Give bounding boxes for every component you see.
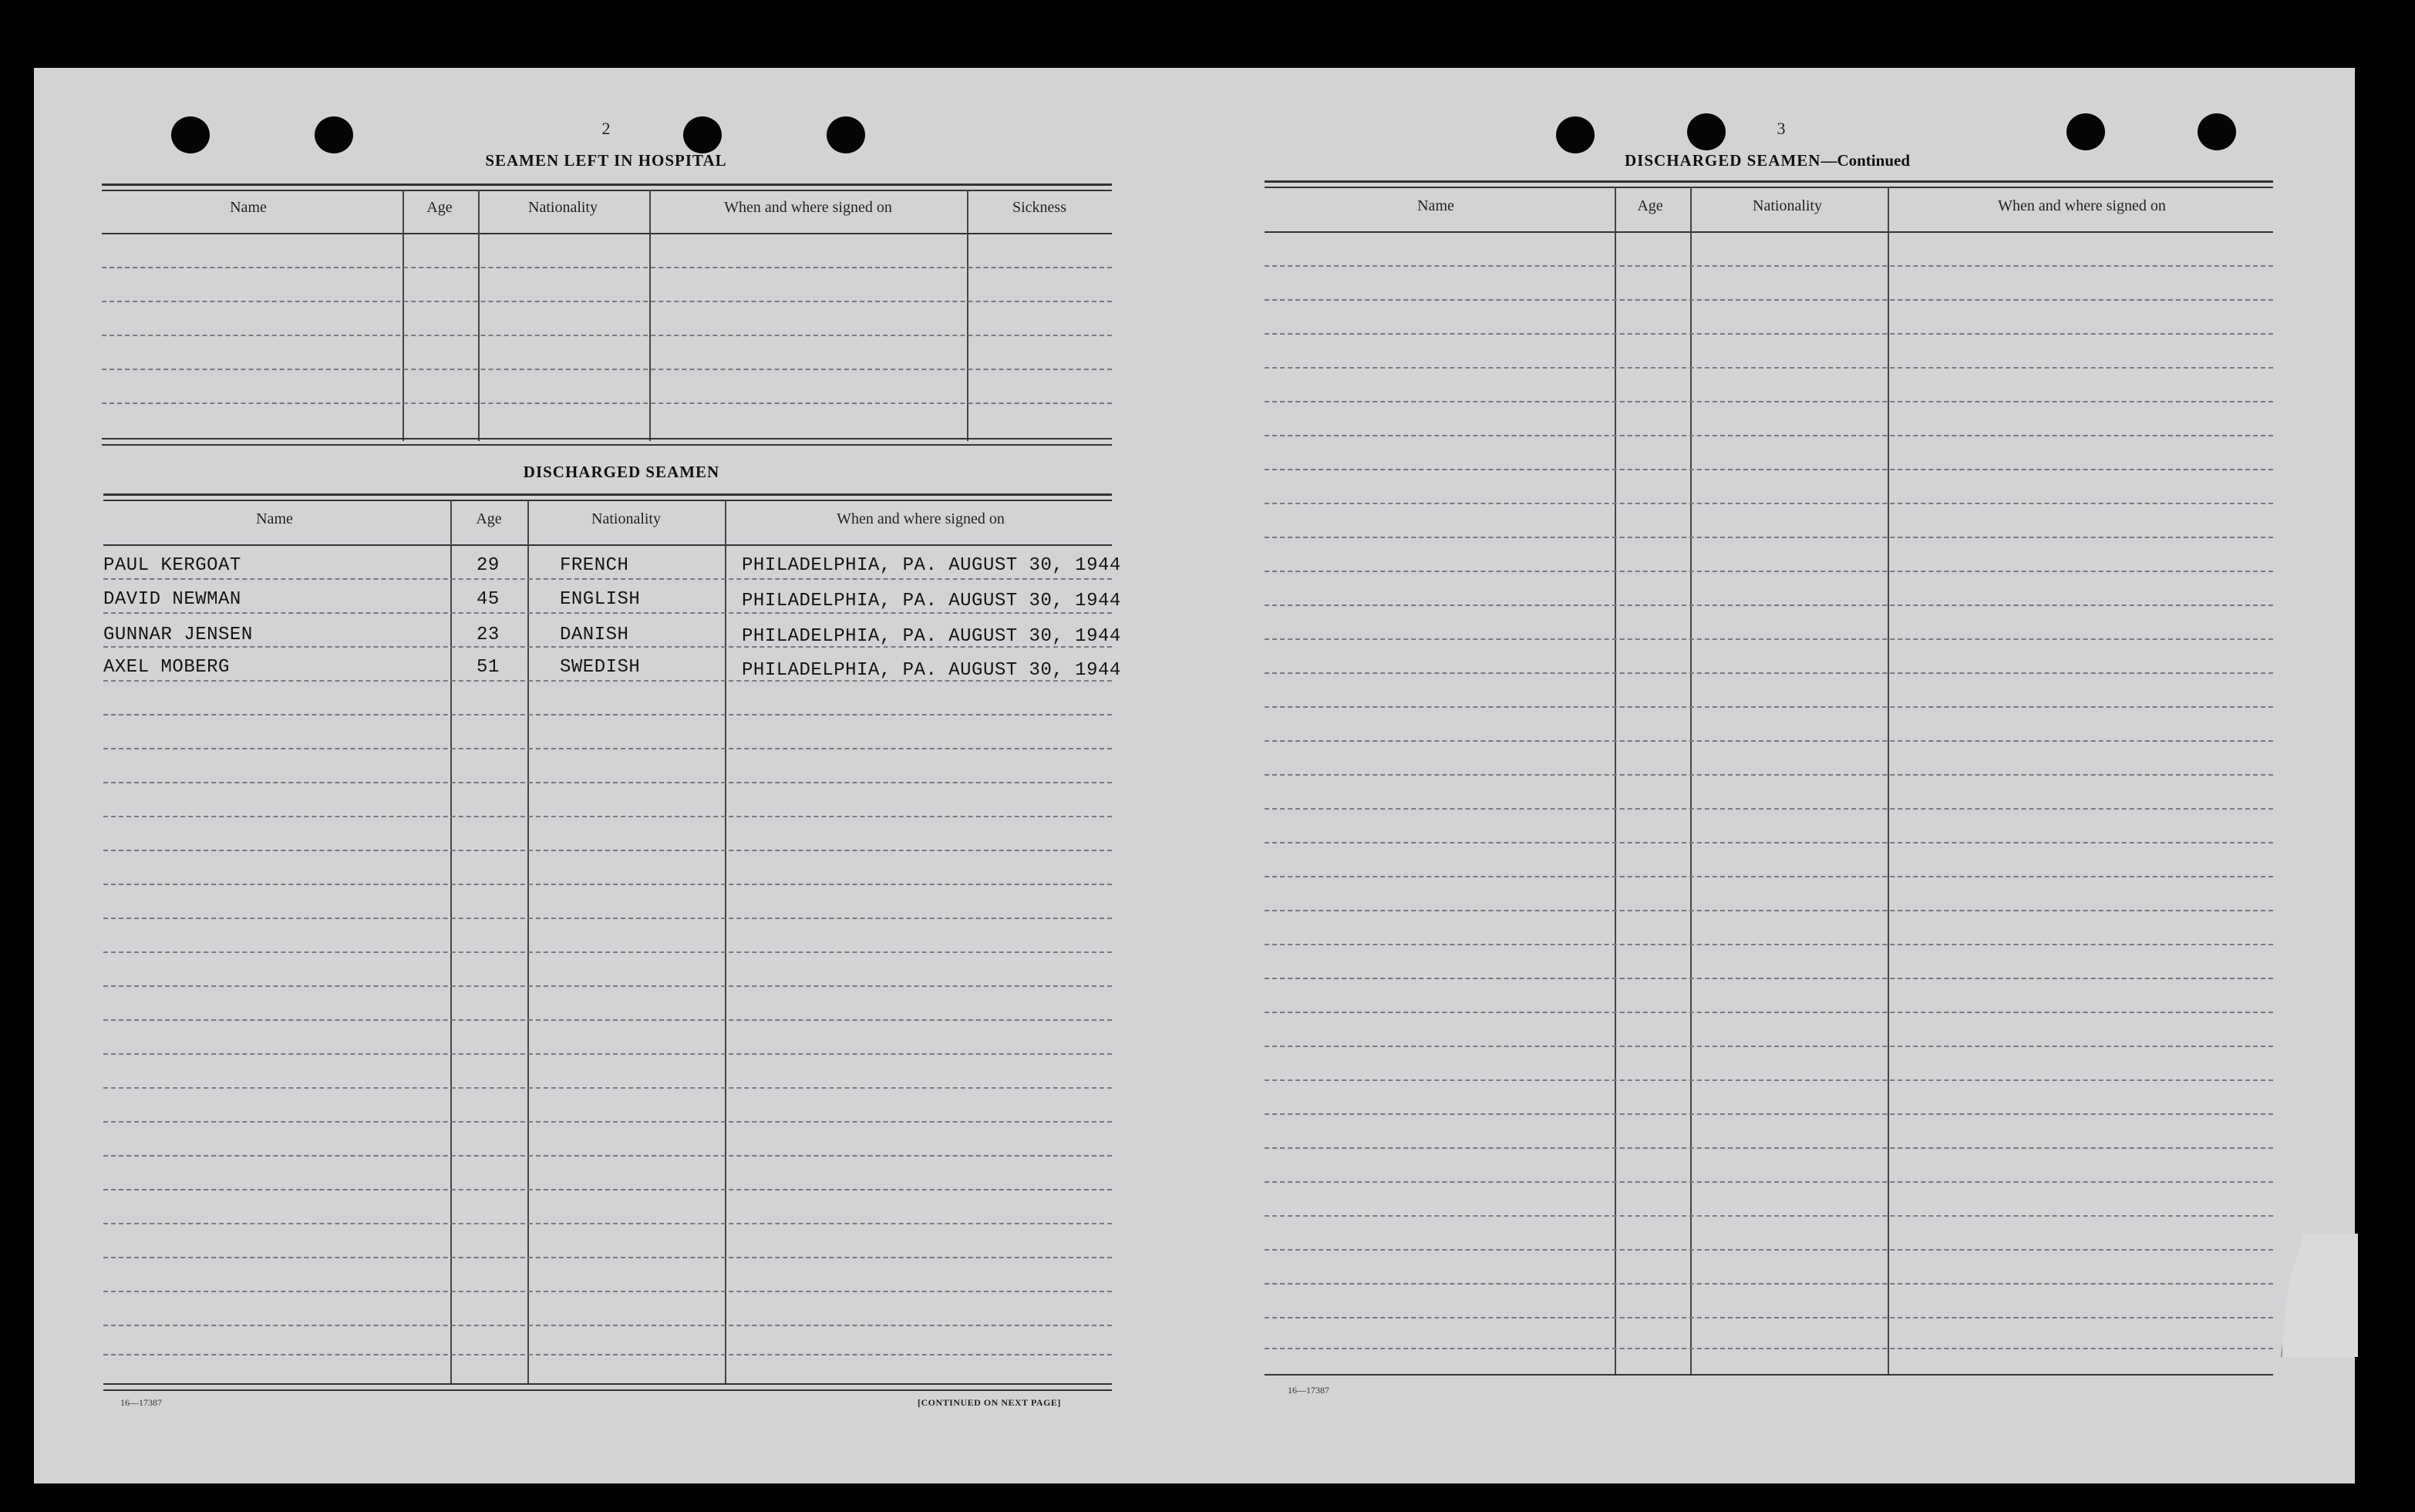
form-code-right: 16—17387 [1288, 1385, 1329, 1396]
right-col-signed-on: When and where signed on [1998, 197, 2166, 214]
punch-hole [683, 116, 722, 153]
hospital-col-nationality: Nationality [528, 199, 598, 216]
punch-hole [2066, 113, 2105, 150]
hospital-col-signed-on: When and where signed on [724, 199, 892, 216]
seaman-signed-on: PHILADELPHIA, PA. AUGUST 30, 1944 [742, 660, 1121, 681]
punch-hole [2198, 113, 2236, 150]
punch-hole [1687, 113, 1726, 150]
discharged-col-age: Age [476, 510, 502, 527]
seaman-name: PAUL KERGOAT [103, 555, 241, 576]
right-col-age: Age [1637, 197, 1663, 214]
right-section-title-suffix: —Continued [1821, 151, 1910, 170]
seaman-age: 51 [477, 657, 500, 678]
punch-hole [827, 116, 865, 153]
discharged-col-nationality: Nationality [591, 510, 661, 527]
discharged-col-signed-on: When and where signed on [837, 510, 1005, 527]
discharged-col-name: Name [256, 510, 293, 527]
document-sheet [34, 68, 2355, 1483]
seaman-signed-on: PHILADELPHIA, PA. AUGUST 30, 1944 [742, 626, 1121, 647]
hospital-col-age: Age [426, 199, 453, 216]
page-number-left: 2 [601, 119, 611, 138]
punch-hole [171, 116, 210, 153]
seaman-signed-on: PHILADELPHIA, PA. AUGUST 30, 1944 [742, 555, 1121, 576]
right-section-title [1625, 151, 1910, 170]
right-col-nationality: Nationality [1753, 197, 1822, 214]
punch-hole [315, 116, 353, 153]
seaman-nationality: ENGLISH [560, 589, 641, 610]
seaman-age: 45 [477, 589, 500, 610]
discharged-section-title: DISCHARGED SEAMEN [523, 463, 720, 481]
right-col-name: Name [1417, 197, 1454, 214]
seaman-name: GUNNAR JENSEN [103, 625, 253, 645]
hospital-col-name: Name [230, 199, 267, 216]
right-section-title-main: DISCHARGED SEAMEN [1625, 151, 1821, 170]
seaman-age: 29 [477, 555, 500, 576]
seaman-nationality: FRENCH [560, 555, 629, 576]
seaman-name: DAVID NEWMAN [103, 589, 241, 610]
hospital-section-title: SEAMEN LEFT IN HOSPITAL [485, 151, 727, 170]
seaman-name: AXEL MOBERG [103, 657, 230, 678]
seaman-age: 23 [477, 625, 500, 645]
page-number-right: 3 [1777, 119, 1786, 138]
hospital-col-sickness: Sickness [1012, 199, 1066, 216]
seaman-signed-on: PHILADELPHIA, PA. AUGUST 30, 1944 [742, 591, 1121, 611]
continued-note: [CONTINUED ON NEXT PAGE] [918, 1397, 1061, 1408]
punch-hole [1556, 116, 1595, 153]
seaman-nationality: DANISH [560, 625, 629, 645]
seaman-nationality: SWEDISH [560, 657, 641, 678]
form-code-left: 16—17387 [120, 1397, 162, 1408]
